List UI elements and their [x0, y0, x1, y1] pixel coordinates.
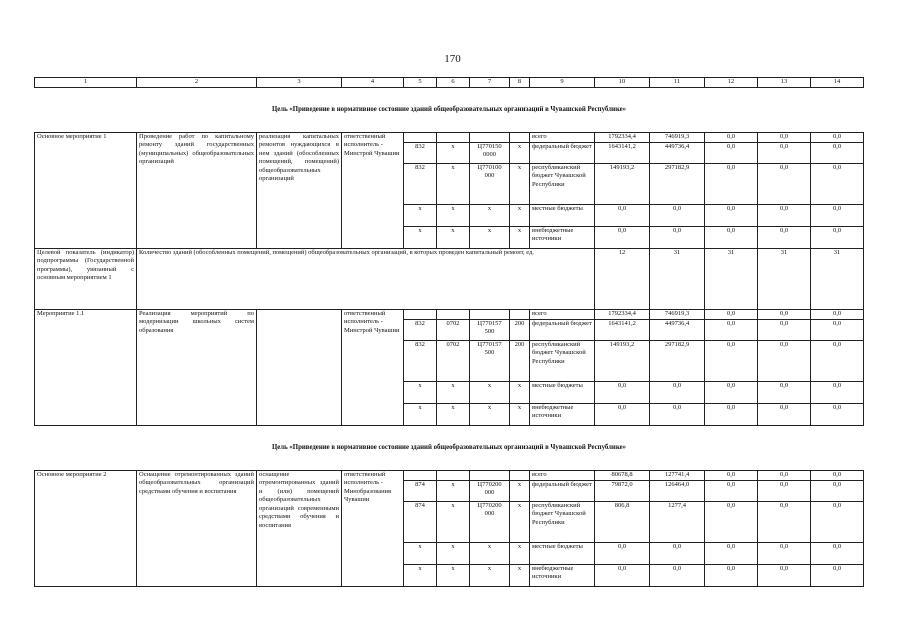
- event-name: Основное мероприятие 2: [35, 471, 137, 587]
- section-code: 0702: [437, 341, 470, 382]
- funding-value: 0,0: [758, 310, 811, 320]
- grbs-code: [404, 471, 437, 481]
- funding-value: 0,0: [705, 310, 758, 320]
- grbs-code: [404, 310, 437, 320]
- funding-value: 0,0: [705, 502, 758, 543]
- funding-value: 1643141,2: [595, 320, 650, 341]
- indicator-value: 31: [811, 249, 864, 310]
- section-code: [437, 133, 470, 143]
- funding-value: 0,0: [705, 471, 758, 481]
- funding-value: 0,0: [705, 481, 758, 502]
- section-code: x: [437, 481, 470, 502]
- column-number: 11: [650, 78, 705, 88]
- target-article: Ц770100 000: [470, 164, 510, 205]
- expense-type: x: [510, 543, 530, 565]
- indicator-description: Количество зданий (обособленных помещений, помещений) общеобразовательных организаций, в которых проведен капитальный ремонт, ед.: [137, 249, 595, 310]
- indicator-value: 31: [650, 249, 705, 310]
- funding-source: всего: [530, 310, 595, 320]
- funding-value: 0,0: [758, 404, 811, 426]
- funding-source: внебюджетные источники: [530, 404, 595, 426]
- funding-value: 0,0: [811, 341, 864, 382]
- grbs-code: 874: [404, 481, 437, 502]
- column-number: 5: [404, 78, 437, 88]
- funding-value: 0,0: [811, 164, 864, 205]
- table-row: [35, 78, 864, 88]
- target-article: x: [470, 565, 510, 587]
- funding-value: 0,0: [758, 543, 811, 565]
- expense-type: x: [510, 205, 530, 227]
- funding-value: 0,0: [595, 404, 650, 426]
- table-row: [35, 426, 864, 435]
- funding-value: 1643141,2: [595, 143, 650, 164]
- spacer: [35, 462, 864, 471]
- funding-value: 0,0: [705, 205, 758, 227]
- section-code: x: [437, 502, 470, 543]
- funding-value: 0,0: [758, 164, 811, 205]
- target-article: Ц770200 000: [470, 502, 510, 543]
- funding-value: 746919,3: [650, 310, 705, 320]
- funding-value: 0,0: [705, 227, 758, 249]
- funding-value: 0,0: [650, 565, 705, 587]
- indicator-value: 12: [595, 249, 650, 310]
- grbs-code: 832: [404, 341, 437, 382]
- grbs-code: 874: [404, 502, 437, 543]
- section-code: x: [437, 404, 470, 426]
- executor-cell: ответственный исполнитель - Минобразования Чувашии: [342, 471, 404, 587]
- funding-source: федеральный бюджет: [530, 481, 595, 502]
- funding-value: 79872,0: [595, 481, 650, 502]
- expense-type: x: [510, 481, 530, 502]
- funding-value: 0,0: [650, 227, 705, 249]
- funding-value: 0,0: [811, 481, 864, 502]
- table-row: [35, 434, 864, 462]
- funding-source: федеральный бюджет: [530, 320, 595, 341]
- funding-source: внебюджетные источники: [530, 565, 595, 587]
- funding-value: 1277,4: [650, 502, 705, 543]
- indicator-value: 31: [758, 249, 811, 310]
- funding-value: 0,0: [705, 164, 758, 205]
- funding-value: 449736,4: [650, 320, 705, 341]
- funding-value: 0,0: [758, 481, 811, 502]
- section-code: x: [437, 143, 470, 164]
- funding-value: 0,0: [595, 382, 650, 404]
- funding-source: республиканский бюджет Чувашской Республики: [530, 341, 595, 382]
- funding-source: федеральный бюджет: [530, 143, 595, 164]
- expense-type: [510, 471, 530, 481]
- grbs-code: x: [404, 382, 437, 404]
- expense-type: x: [510, 565, 530, 587]
- funding-value: 0,0: [811, 502, 864, 543]
- funding-value: 0,0: [758, 382, 811, 404]
- spacer: [35, 426, 864, 435]
- event-description: Проведение работ по капитальному ремонту зданий государственных (муниципальных) общеобразовательных организаций: [137, 133, 257, 249]
- funding-value: 0,0: [811, 382, 864, 404]
- funding-value: 127741,4: [650, 471, 705, 481]
- funding-value: 0,0: [758, 320, 811, 341]
- event-name: Мероприятие 1.1: [35, 310, 137, 426]
- funding-value: 0,0: [595, 565, 650, 587]
- funding-value: 0,0: [705, 565, 758, 587]
- funding-source: местные бюджеты: [530, 205, 595, 227]
- expense-type: x: [510, 143, 530, 164]
- table-row: [35, 471, 864, 481]
- funding-source: республиканский бюджет Чувашской Республики: [530, 164, 595, 205]
- section-code: x: [437, 205, 470, 227]
- column-number: 2: [137, 78, 257, 88]
- target-article: [470, 133, 510, 143]
- funding-value: 0,0: [811, 320, 864, 341]
- funding-value: 297182,9: [650, 341, 705, 382]
- goal-heading: Цель «Приведение в нормативное состояние зданий общеобразовательных организаций в Чувашской Республике»: [271, 105, 627, 113]
- funding-value: 0,0: [650, 382, 705, 404]
- funding-value: 0,0: [705, 404, 758, 426]
- expense-type: x: [510, 404, 530, 426]
- expense-type: x: [510, 227, 530, 249]
- funding-value: 0,0: [811, 310, 864, 320]
- funding-value: 0,0: [811, 205, 864, 227]
- funding-source: всего: [530, 471, 595, 481]
- funding-value: 0,0: [758, 565, 811, 587]
- funding-value: 449736,4: [650, 143, 705, 164]
- table-row: [35, 133, 864, 143]
- spacer: [35, 124, 864, 133]
- funding-value: 0,0: [650, 543, 705, 565]
- executor-cell: ответственный исполнитель - Минстрой Чувашии: [342, 133, 404, 249]
- task-cell: реализация капитальных ремонтов нуждающихся в нем зданий (обособленных помещений, помещений) общеобразовательных организаций: [257, 133, 342, 249]
- section-code: x: [437, 227, 470, 249]
- goal-heading: Цель «Приведение в нормативное состояние зданий общеобразовательных организаций в Чувашской Республике»: [271, 443, 627, 451]
- table-row: [35, 88, 864, 97]
- grbs-code: x: [404, 205, 437, 227]
- section-code: x: [437, 543, 470, 565]
- section-code: x: [437, 164, 470, 205]
- grbs-code: 832: [404, 164, 437, 205]
- column-number: 4: [342, 78, 404, 88]
- expense-type: 200: [510, 341, 530, 382]
- grbs-code: x: [404, 543, 437, 565]
- funding-value: 297182,9: [650, 164, 705, 205]
- funding-value: 0,0: [758, 471, 811, 481]
- funding-value: 0,0: [650, 404, 705, 426]
- funding-value: 0,0: [595, 227, 650, 249]
- funding-value: 80678,8: [595, 471, 650, 481]
- funding-value: 0,0: [705, 543, 758, 565]
- section-code: x: [437, 565, 470, 587]
- target-article: Ц770157 500: [470, 320, 510, 341]
- funding-value: 0,0: [758, 502, 811, 543]
- target-article: Ц770200 000: [470, 481, 510, 502]
- column-number: 3: [257, 78, 342, 88]
- column-number: 14: [811, 78, 864, 88]
- grbs-code: 832: [404, 320, 437, 341]
- funding-value: 0,0: [705, 320, 758, 341]
- event-description: Реализация мероприятий по модернизации школьных систем образования: [137, 310, 257, 426]
- funding-value: 1792334,4: [595, 310, 650, 320]
- table-row: [35, 249, 864, 310]
- target-article: [470, 471, 510, 481]
- task-cell: [257, 310, 342, 426]
- funding-source: республиканский бюджет Чувашской Республики: [530, 502, 595, 543]
- column-number: 1: [35, 78, 137, 88]
- funding-value: 0,0: [595, 205, 650, 227]
- section-code: [437, 471, 470, 481]
- expense-type: x: [510, 382, 530, 404]
- funding-source: внебюджетные источники: [530, 227, 595, 249]
- funding-value: 126464,0: [650, 481, 705, 502]
- grbs-code: x: [404, 404, 437, 426]
- funding-value: 0,0: [811, 404, 864, 426]
- expense-type: [510, 310, 530, 320]
- task-cell: оснащение отремонтированных зданий и (или) помещений общеобразовательных организаций современными средствами обучения и воспитания: [257, 471, 342, 587]
- table-row: [35, 462, 864, 471]
- funding-value: 149193,2: [595, 164, 650, 205]
- funding-value: 0,0: [811, 143, 864, 164]
- funding-source: всего: [530, 133, 595, 143]
- column-number: 10: [595, 78, 650, 88]
- funding-value: 0,0: [758, 143, 811, 164]
- column-number: 9: [530, 78, 595, 88]
- grbs-code: 832: [404, 143, 437, 164]
- funding-value: 0,0: [811, 543, 864, 565]
- column-number: 6: [437, 78, 470, 88]
- funding-value: 0,0: [811, 471, 864, 481]
- target-article: x: [470, 543, 510, 565]
- budget-table: [34, 77, 864, 587]
- grbs-code: [404, 133, 437, 143]
- funding-value: 0,0: [705, 133, 758, 143]
- funding-value: 0,0: [705, 341, 758, 382]
- funding-value: 0,0: [811, 227, 864, 249]
- expense-type: 200: [510, 320, 530, 341]
- funding-value: 0,0: [705, 143, 758, 164]
- column-number: 7: [470, 78, 510, 88]
- indicator-name: Целевой показатель (индикатор) подпрограммы (Государственной программы), увязанный с основным мероприятием 1: [35, 249, 137, 310]
- funding-value: 1792334,4: [595, 133, 650, 143]
- event-name: Основное мероприятие 1: [35, 133, 137, 249]
- indicator-value: 31: [705, 249, 758, 310]
- funding-source: местные бюджеты: [530, 543, 595, 565]
- target-article: [470, 310, 510, 320]
- funding-value: 149193,2: [595, 341, 650, 382]
- column-number: 13: [758, 78, 811, 88]
- page-number: 170: [444, 53, 461, 65]
- target-article: x: [470, 205, 510, 227]
- funding-value: 0,0: [811, 565, 864, 587]
- column-number: 12: [705, 78, 758, 88]
- target-article: x: [470, 227, 510, 249]
- funding-value: 746919,3: [650, 133, 705, 143]
- funding-value: 806,8: [595, 502, 650, 543]
- funding-value: 0,0: [650, 205, 705, 227]
- funding-value: 0,0: [758, 133, 811, 143]
- section-code: 0702: [437, 320, 470, 341]
- table-row: [35, 310, 864, 320]
- grbs-code: x: [404, 565, 437, 587]
- event-description: Оснащение отремонтированных зданий общеобразовательных организаций средствами обучения и воспитания: [137, 471, 257, 587]
- funding-source: местные бюджеты: [530, 382, 595, 404]
- expense-type: x: [510, 164, 530, 205]
- funding-value: 0,0: [705, 382, 758, 404]
- grbs-code: x: [404, 227, 437, 249]
- target-article: x: [470, 404, 510, 426]
- section-code: x: [437, 382, 470, 404]
- table-row: [35, 124, 864, 133]
- expense-type: [510, 133, 530, 143]
- target-article: Ц770150 0000: [470, 143, 510, 164]
- target-article: Ц770157 500: [470, 341, 510, 382]
- expense-type: x: [510, 502, 530, 543]
- column-number: 8: [510, 78, 530, 88]
- funding-value: 0,0: [758, 205, 811, 227]
- funding-value: 0,0: [811, 133, 864, 143]
- funding-value: 0,0: [758, 341, 811, 382]
- funding-value: 0,0: [758, 227, 811, 249]
- spacer: [35, 88, 864, 97]
- funding-value: 0,0: [595, 543, 650, 565]
- target-article: x: [470, 382, 510, 404]
- table-row: [35, 96, 864, 124]
- section-code: [437, 310, 470, 320]
- executor-cell: ответственный исполнитель - Минстрой Чувашии: [342, 310, 404, 426]
